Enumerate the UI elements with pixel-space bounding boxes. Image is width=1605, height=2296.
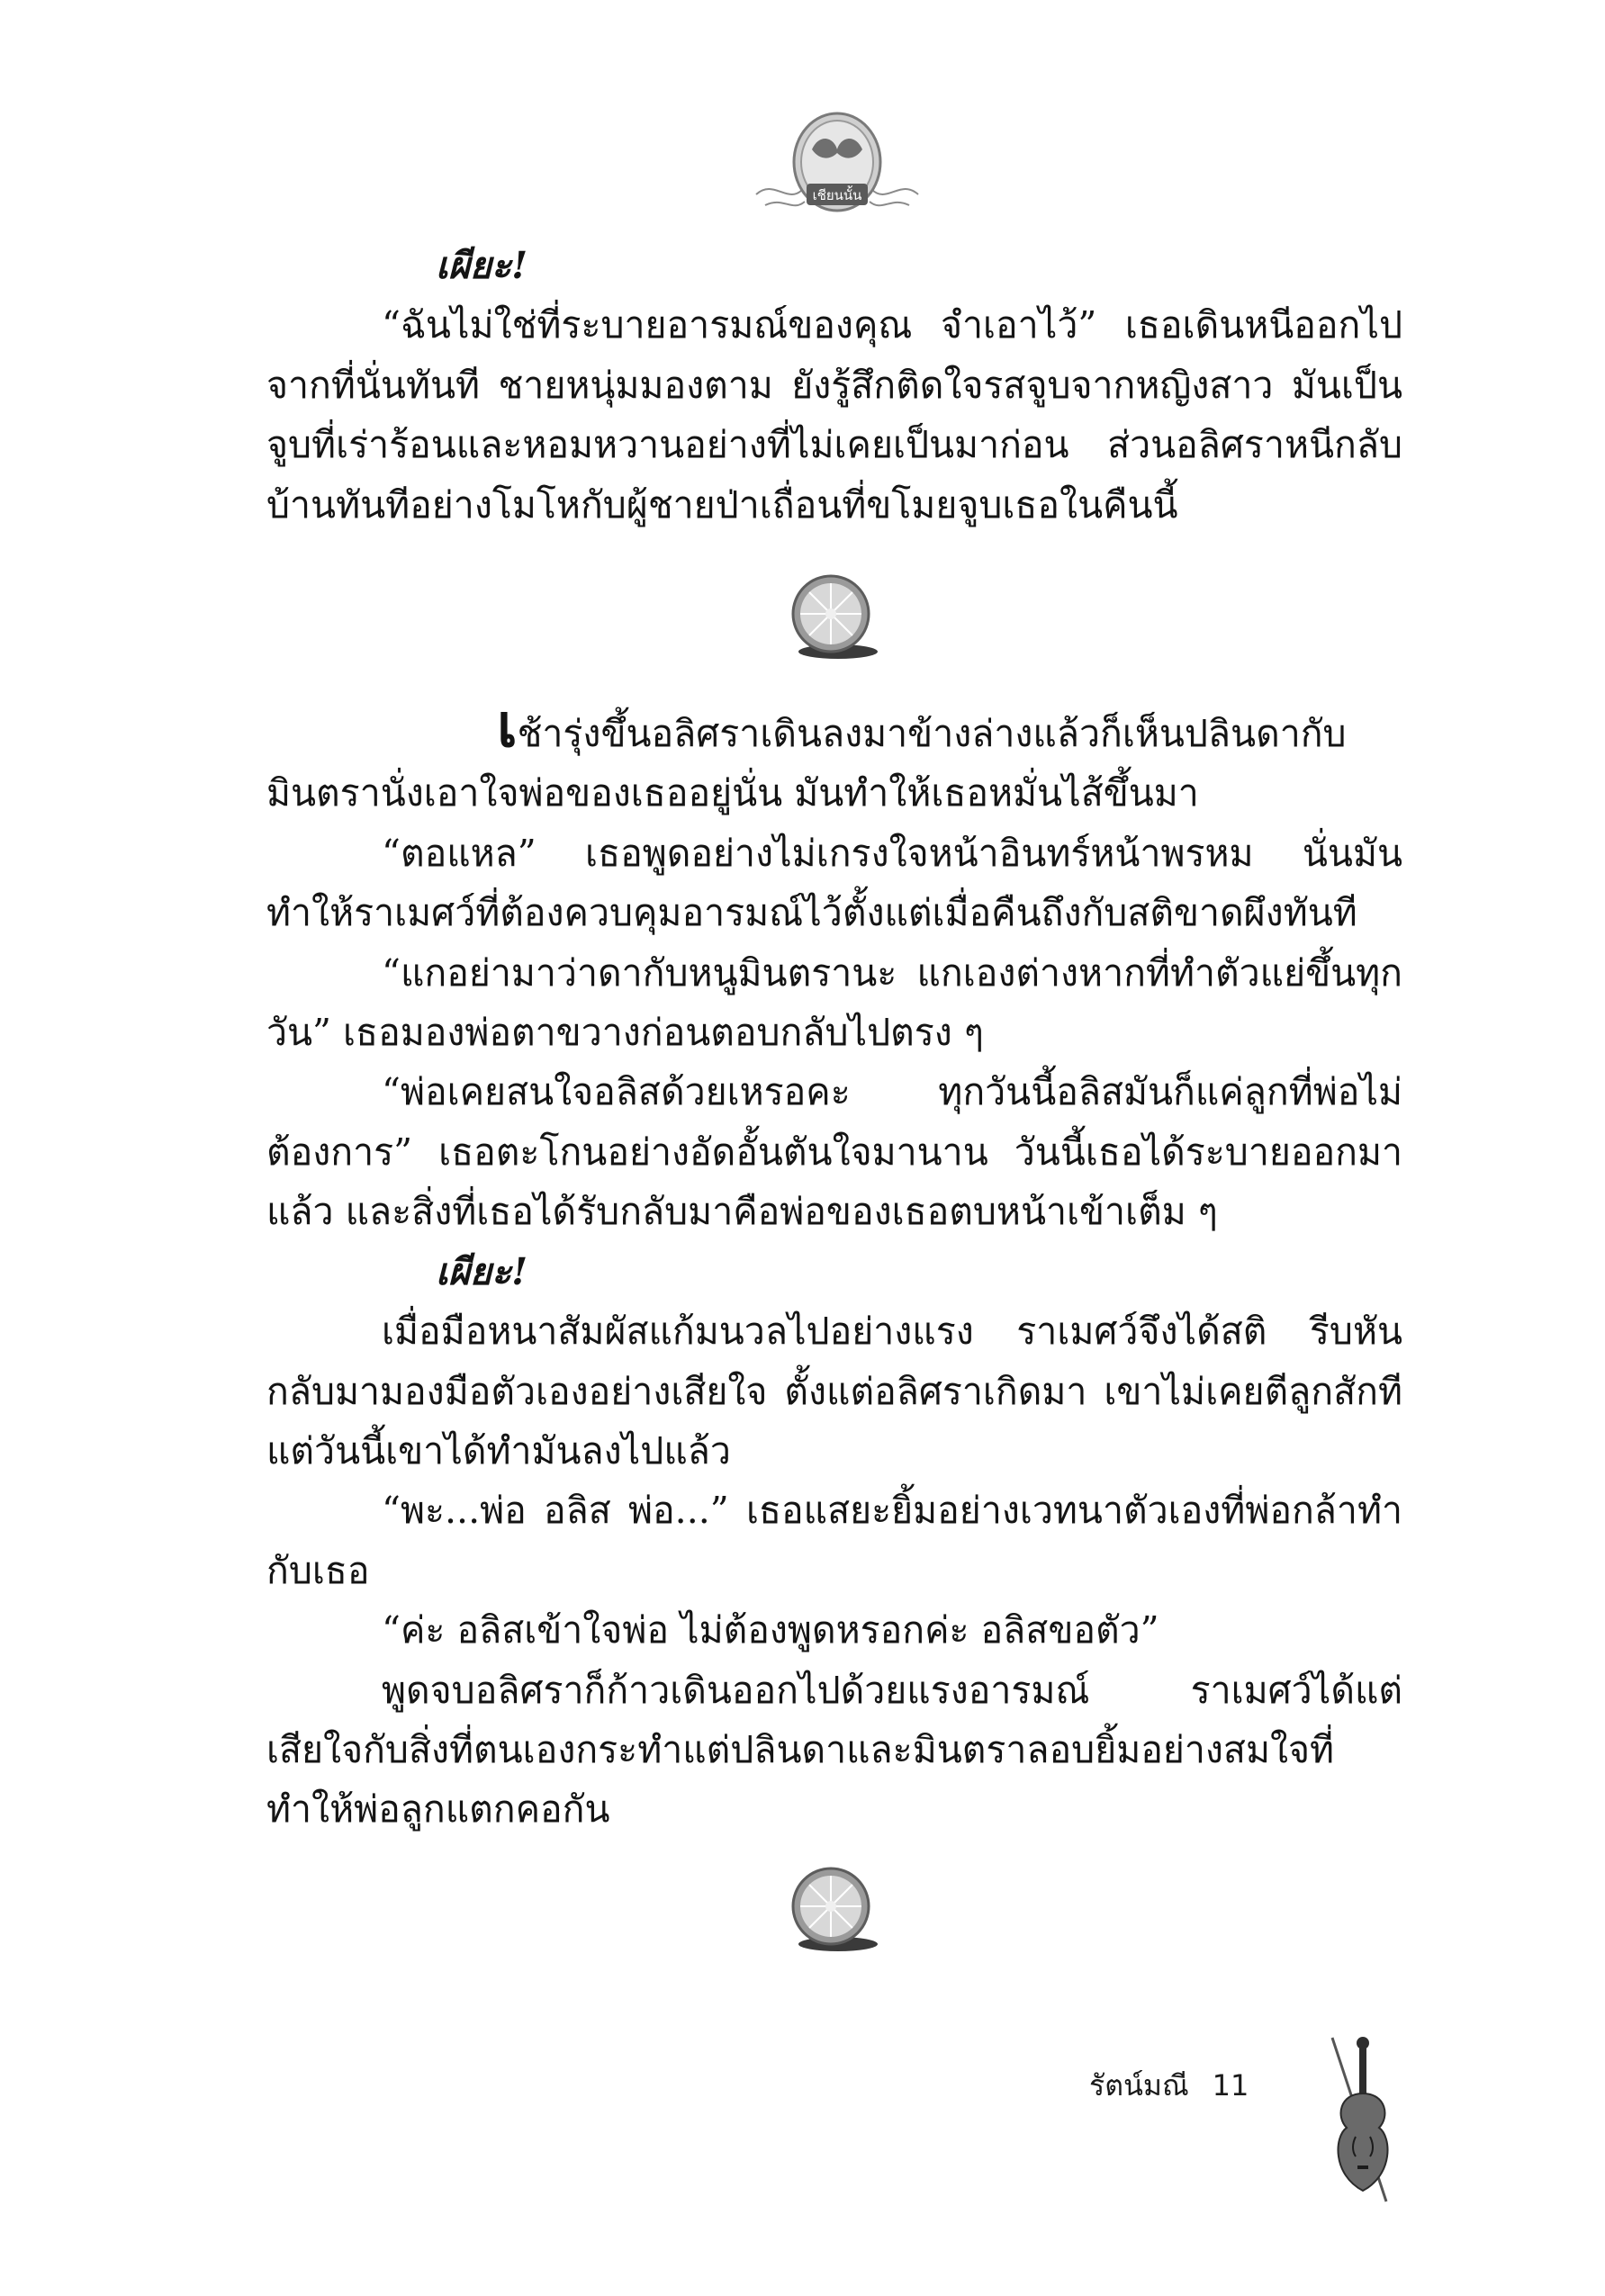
header-logo — [747, 106, 927, 221]
violin-icon — [1296, 2030, 1422, 2210]
drop-cap: เ — [497, 690, 518, 761]
orange-slice-ornament — [780, 1861, 888, 1955]
logo-text: เชียนนั้น — [812, 187, 862, 203]
page-number: 11 — [1212, 2068, 1249, 2102]
page-body — [266, 236, 1402, 1955]
paragraph: “ฉันไม่ใช่ที่ระบายอารมณ์ของคุณ จำเอาไว้” เธอเดินหนีออกไปจากที่นั่นทันที ชายหนุ่มมองตาม ยังรู้สึกติดใจรสจูบจากหญิงสาว มันเป็นจูบที่เร่าร้อนและหอมหวานอย่างที่ไม่เคยเป็นมาก่อน ส่วนอลิศราหนีกลับบ้านทันทีอย่างโมโหกับผู้ชายป่าเถื่อนที่ขโมยจูบเธอในคืนนี้ — [266, 303, 1402, 527]
book-title: รัตน์มณี — [1089, 2068, 1189, 2102]
paragraph: “พ่อเคยสนใจอลิสด้วยเหรอคะ ทุกวันนี้อลิสมันก็แค่ลูกที่พ่อไม่ต้องการ” เธอตะโกนอย่างอัดอั้นตันใจมานาน วันนี้เธอได้ระบายออกมาแล้ว และสิ่งที่เธอได้รับกลับมาคือพ่อของเธอตบหน้าเข้าเต็ม ๆ — [266, 1070, 1402, 1234]
paragraph — [266, 690, 1402, 824]
paragraph: เมื่อมือหนาสัมผัสแก้มนวลไปอย่างแรง ราเมศว์จึงได้สติ รีบหันกลับมามองมือตัวเองอย่างเสียใจ ตั้งแต่อลิศราเกิดมา เขาไม่เคยตีลูกสักที แต่วันนี้เขาได้ทำมันลงไปแล้ว — [266, 1310, 1402, 1472]
orange-slice-ornament — [780, 569, 888, 662]
sound-effect: เผียะ! — [436, 244, 528, 287]
paragraph: “ตอแหล” เธอพูดอย่างไม่เกรงใจหน้าอินทร์หน้าพรหม นั่นมันทำให้ราเมศว์ที่ต้องควบคุมอารมณ์ไว้ตั้งแต่เมื่อคืนถึงกับสติขาดผึงทันที — [266, 831, 1402, 935]
paragraph: “ค่ะ อลิสเข้าใจพ่อ ไม่ต้องพูดหรอกค่ะ อลิสขอตัว” — [382, 1608, 1159, 1652]
page-footer — [1089, 2063, 1249, 2109]
paragraph: “พะ...พ่อ อลิส พ่อ...” เธอแสยะยิ้มอย่างเวทนาตัวเองที่พ่อกล้าทำกับเธอ — [266, 1489, 1402, 1592]
paragraph: พูดจบอลิศราก็ก้าวเดินออกไปด้วยแรงอารมณ์ ราเมศว์ได้แต่เสียใจกับสิ่งที่ตนเองกระทำแต่ปลินดาและมินตราลอบยิ้มอย่างสมใจที่ทำให้พ่อลูกแตกคอกัน — [266, 1668, 1402, 1832]
sound-effect: เผียะ! — [436, 1249, 528, 1293]
paragraph: “แกอย่ามาว่าดากับหนูมินตรานะ แกเองต่างหากที่ทำตัวแย่ขึ้นทุกวัน” เธอมองพ่อตาขวางก่อนตอบกลับไปตรง ๆ — [266, 950, 1402, 1055]
paragraph-text: ช้ารุ่งขึ้นอลิศราเดินลงมาข้างล่างแล้วก็เห็นปลินดากับมินตรานั่งเอาใจพ่อของเธออยู่นั่น มันทำให้เธอหมั่นไส้ขึ้นมา — [266, 712, 1347, 815]
